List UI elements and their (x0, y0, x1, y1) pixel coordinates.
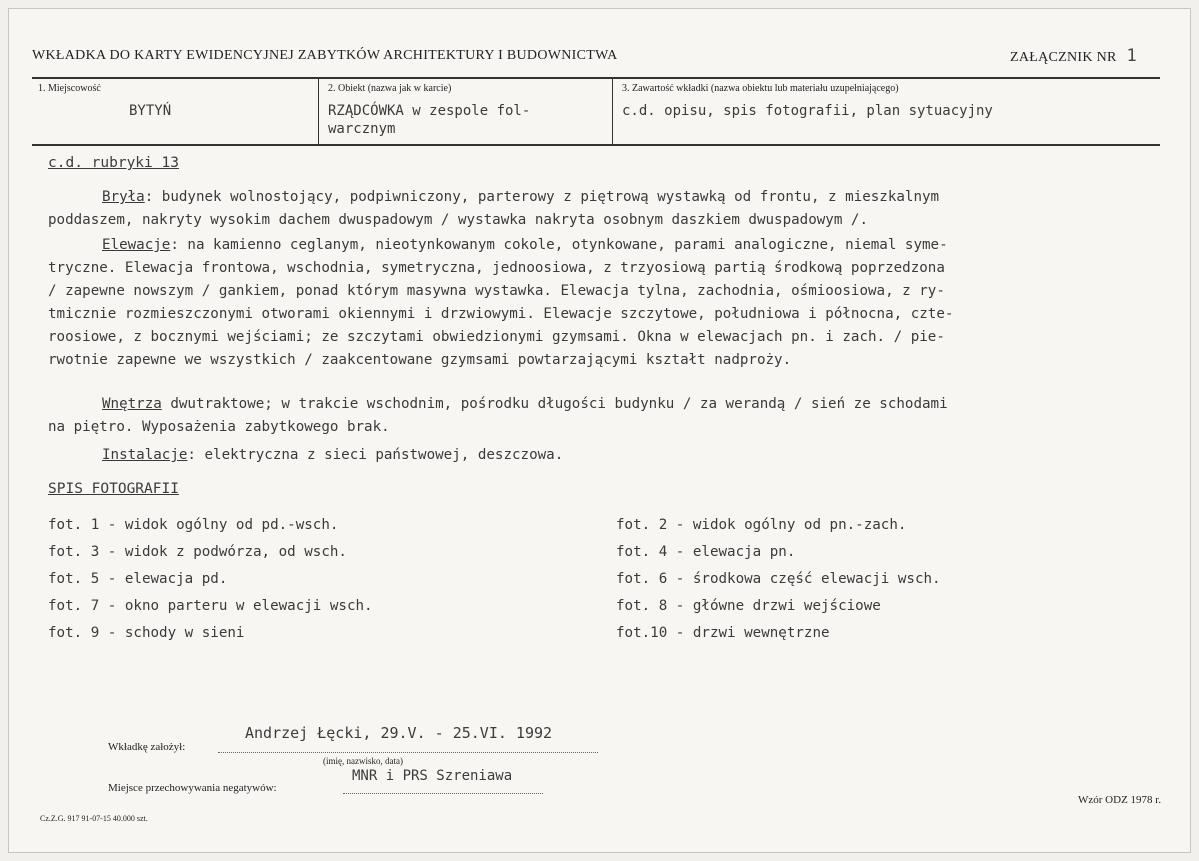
wnetrza-heading: Wnętrza (102, 396, 162, 412)
wnetrza-line-1: dwutraktowe; w trakcie wschodnim, pośrodku długości budynku / za werandą / sień ze schodami (161, 396, 948, 412)
attachment-number-value: 1 (1126, 46, 1137, 66)
photo-item: fot. 5 - elewacja pd. (48, 571, 228, 587)
photo-item: fot. 1 - widok ogólny od pd.-wsch. (48, 517, 339, 533)
photo-list-heading: SPIS FOTOGRAFII (48, 481, 179, 497)
attachment-number (1010, 46, 1137, 66)
author-dotted-line (218, 752, 598, 753)
author-value: Andrzej Łęcki, 29.V. - 25.VI. 1992 (245, 724, 553, 742)
author-hint: (imię, nazwisko, data) (323, 756, 403, 766)
elewacje-line-3: / zapewne nowszym / gankiem, ponad którym masywna wystawka. Elewacja tylna, zachodnia, ośmioosiowa, z ry- (48, 283, 945, 299)
storage-value: MNR i PRS Szreniawa (352, 768, 513, 784)
field-3-label: 3. Zawartość wkładki (nazwa obiektu lub materiału uzupełniającego) (622, 83, 899, 94)
photo-item: fot. 2 - widok ogólny od pn.-zach. (616, 517, 907, 533)
instalacje-heading: Instalacje (102, 447, 188, 463)
photo-item: fot. 7 - okno parteru w elewacji wsch. (48, 598, 373, 614)
bryla-line-2: poddaszem, nakryty wysokim dachem dwuspadowym / wystawka nakryta osobnym daszkiem dwuspadowym /. (48, 212, 868, 228)
field-2-label: 2. Obiekt (nazwa jak w karcie) (328, 83, 452, 94)
paragraph-elewacje (48, 234, 953, 372)
wnetrza-line-2: na piętro. Wyposażenia zabytkowego brak. (48, 419, 390, 435)
storage-label: Miejsce przechowywania negatywów: (108, 782, 277, 794)
bryla-line-1: : budynek wolnostojący, podpiwniczony, parterowy z piętrową wystawką od frontu, z mieszkalnym (144, 189, 940, 205)
photo-item: fot. 6 - środkowa część elewacji wsch. (616, 571, 941, 587)
instalacje-line-1: : elektryczna z sieci państwowej, deszczowa. (187, 447, 564, 463)
bryla-heading: Bryła (102, 189, 145, 205)
field-2-value-line2: warcznym (328, 121, 396, 137)
field-3-value: c.d. opisu, spis fotografii, plan sytuacyjny (622, 103, 993, 119)
elewacje-line-4: tmicznie rozmieszczonymi otworami okiennymi i drzwiowymi. Elewacje szczytowe, południowa i północna, czte- (48, 306, 954, 322)
photo-item: fot.10 - drzwi wewnętrzne (616, 625, 830, 641)
print-code: Cz.Z.G. 917 91-07-15 40.000 szt. (40, 814, 148, 823)
photo-item: fot. 8 - główne drzwi wejściowe (616, 598, 881, 614)
field-1-value: BYTYŃ (129, 103, 172, 119)
form-title: WKŁADKA DO KARTY EWIDENCYJNEJ ZABYTKÓW ARCHITEKTURY I BUDOWNICTWA (32, 48, 618, 63)
elewacje-line-1: : na kamienno ceglanym, nieotynkowanym cokole, otynkowane, parami analogiczne, niemal syme- (170, 237, 948, 253)
attachment-label: ZAŁĄCZNIK NR (1009, 50, 1117, 65)
storage-dotted-line (343, 793, 543, 794)
column-divider-1 (318, 79, 319, 144)
elewacje-line-2: tryczne. Elewacja frontowa, wschodnia, symetryczna, jednoosiowa, z trzyosiową partią środkową poprzedzona (48, 260, 945, 276)
form-model: Wzór ODZ 1978 r. (1078, 794, 1162, 806)
section-heading: c.d. rubryki 13 (48, 155, 179, 171)
author-label: Wkładkę założył: (108, 741, 186, 753)
table-top-rule (32, 77, 1160, 79)
paragraph-instalacje (48, 444, 563, 467)
elewacje-heading: Elewacje (102, 237, 171, 253)
table-bottom-rule (32, 144, 1160, 146)
elewacje-line-5: roosiowe, z bocznymi wejściami; ze szczytami obwiedzionymi gzymsami. Okna w elewacjach pn. i zach. / pie- (48, 329, 945, 345)
photo-list-right (616, 512, 941, 647)
photo-item: fot. 4 - elewacja pn. (616, 544, 796, 560)
paragraph-wnetrza (48, 393, 948, 439)
photo-item: fot. 3 - widok z podwórza, od wsch. (48, 544, 347, 560)
paragraph-bryla (48, 186, 939, 232)
photo-list-left (48, 512, 373, 647)
elewacje-line-6: rwotnie zapewne we wszystkich / zaakcentowane gzymsami powtarzającymi kształt nadproży. (48, 352, 792, 368)
column-divider-2 (612, 79, 613, 144)
photo-item: fot. 9 - schody w sieni (48, 625, 245, 641)
field-1-label: 1. Miejscowość (38, 83, 101, 94)
field-2-value-line1: RZĄDCÓWKA w zespole fol- (328, 103, 531, 119)
